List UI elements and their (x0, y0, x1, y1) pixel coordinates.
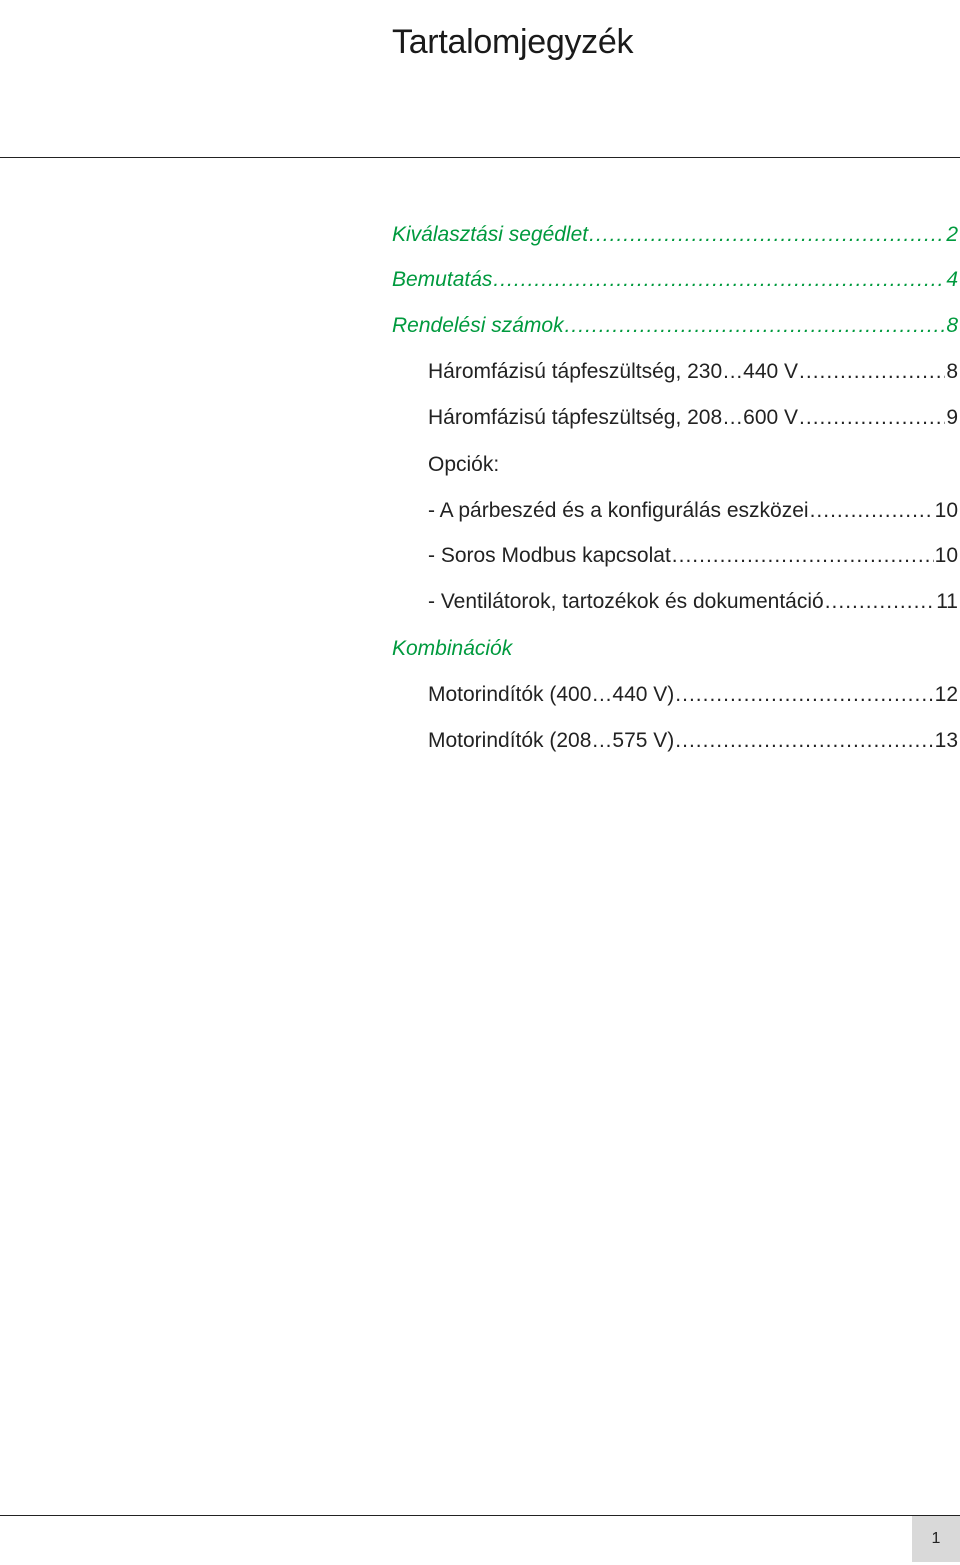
toc-dot-leader (799, 403, 945, 433)
toc-entry-ventilatorok[interactable] (428, 587, 958, 617)
toc-entry-page: 13 (934, 729, 958, 752)
toc-entry-label: - Soros Modbus kapcsolat (428, 544, 671, 567)
toc-entry-haromfazisu-208-600[interactable] (428, 403, 958, 433)
toc-dot-leader (810, 496, 934, 526)
toc-entry-page: 9 (946, 406, 958, 429)
page-title: Tartalomjegyzék (392, 22, 634, 61)
toc-entry-page: 10 (934, 499, 958, 522)
toc-entry-motorinditok-208-575[interactable] (428, 726, 958, 756)
toc-entry-rendelesi-szamok[interactable] (392, 311, 958, 341)
toc-entry-label: Motorindítók (208…575 V) (428, 729, 675, 752)
toc-entry-label: Háromfázisú tápfeszültség, 208…600 V (428, 406, 799, 429)
toc-entry-label: Rendelési számok (392, 314, 564, 337)
toc-dot-leader (675, 680, 933, 710)
toc-entry-page: 12 (934, 683, 958, 706)
toc-entry-label: Bemutatás (392, 268, 493, 291)
toc-entry-label: - Ventilátorok, tartozékok és dokumentáció (428, 590, 824, 613)
toc-entry-page: 11 (936, 590, 958, 613)
toc-entry-motorinditok-400-440[interactable] (428, 680, 958, 710)
toc-entry-label: Háromfázisú tápfeszültség, 230…440 V (428, 360, 799, 383)
toc-entry-page: 4 (946, 268, 958, 291)
toc-dot-leader (675, 726, 933, 756)
toc-entry-kombinaciok (392, 634, 958, 664)
page-number: 1 (912, 1516, 960, 1562)
toc-entry-page: 8 (946, 360, 958, 383)
toc-entry-label: Kiválasztási segédlet (392, 223, 589, 246)
footer-divider (0, 1515, 960, 1516)
toc-entry-soros-modbus[interactable] (428, 541, 958, 571)
toc-entry-label: Opciók: (428, 453, 500, 476)
toc-entry-page: 10 (934, 544, 958, 567)
toc-entry-page: 8 (946, 314, 958, 337)
toc-entry-page: 2 (946, 223, 958, 246)
toc-dot-leader (589, 220, 945, 250)
toc-entry-opciok (428, 450, 958, 480)
header-divider (0, 157, 960, 158)
toc-dot-leader (672, 541, 934, 571)
toc-entry-label: Motorindítók (400…440 V) (428, 683, 675, 706)
toc-dot-leader (565, 311, 946, 341)
toc-entry-kivalasztasi-segedlet[interactable] (392, 220, 958, 250)
toc-entry-bemutatas[interactable] (392, 265, 958, 295)
toc-dot-leader (493, 265, 945, 295)
toc-entry-haromfazisu-230-440[interactable] (428, 357, 958, 387)
toc-dot-leader (799, 357, 945, 387)
toc-entry-label: Kombinációk (392, 637, 513, 660)
toc-dot-leader (825, 587, 935, 617)
toc-entry-label: - A párbeszéd és a konfigurálás eszközei (428, 499, 809, 522)
toc-entry-parbeszed-konfiguralas[interactable] (428, 496, 958, 526)
